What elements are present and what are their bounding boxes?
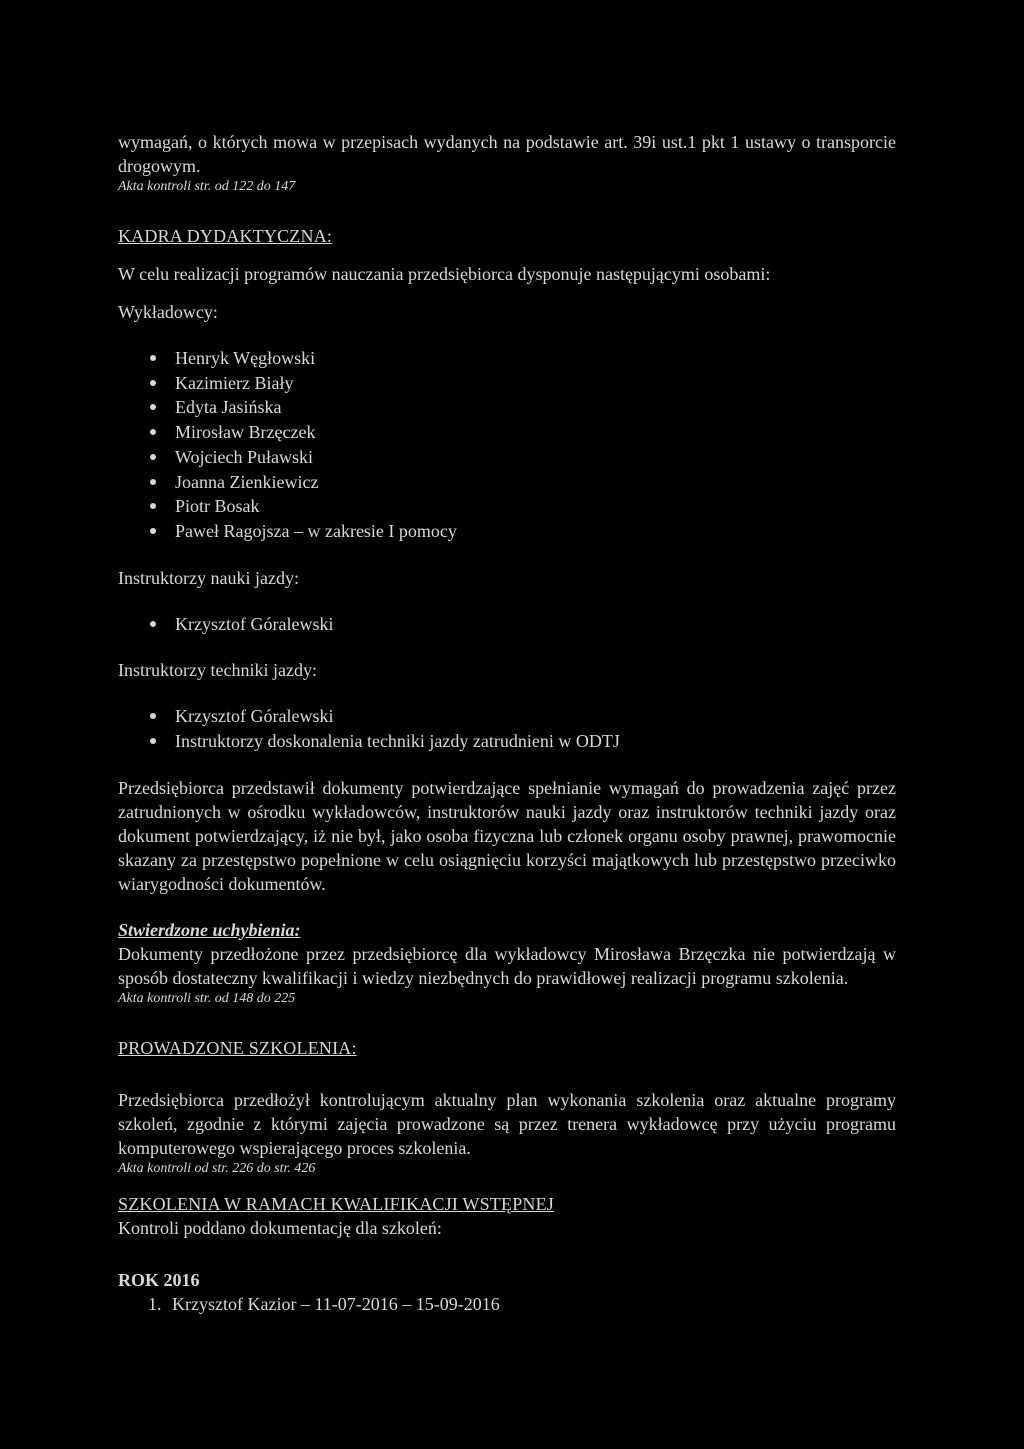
- list-item: Kazimierz Biały: [150, 371, 896, 396]
- list-item: Piotr Bosak: [150, 494, 896, 519]
- technique-instructors-list: [118, 704, 896, 753]
- lecturers-label: Wykładowcy:: [118, 302, 218, 322]
- szkolenia-ref: Akta kontroli od str. 226 do str. 426: [118, 1160, 316, 1176]
- intro-text: wymagań, o których mowa w przepisach wydanych na podstawie art. 39i ust.1 pkt 1 ustawy o transporcie drogowym.: [118, 132, 896, 176]
- training-list: [118, 1292, 896, 1316]
- kwalifikacja-intro: Kontroli poddano dokumentację dla szkoleń:: [118, 1217, 442, 1238]
- kadra-intro: W celu realizacji programów nauczania przedsiębiorca dysponuje następującymi osobami:: [118, 264, 771, 284]
- list-item: Instruktorzy doskonalenia techniki jazdy zatrudnieni w ODTJ: [150, 729, 896, 754]
- item-text: Krzysztof Kazior – 11-07-2016 – 15-09-2016: [172, 1293, 500, 1314]
- item-number: 1.: [148, 1293, 162, 1314]
- list-item: Mirosław Brzęczek: [150, 420, 896, 445]
- uchybienia-text: Dokumenty przedłożone przez przedsiębiorcę dla wykładowcy Mirosława Brzęczka nie potwierdzają w sposób dostateczny kwalifikacji i wiedzy niezbędnych do prawidłowej realizacji programu szkolenia.: [118, 943, 896, 988]
- document-page: [118, 130, 896, 1316]
- lecturers-list: [118, 346, 896, 544]
- list-item: Krzysztof Góralewski: [150, 612, 896, 637]
- uchybienia-heading: Stwierdzone uchybienia:: [118, 919, 301, 940]
- documents-paragraph: Przedsiębiorca przedstawił dokumenty potwierdzające spełnianie wymagań do prowadzenia zajęć przez zatrudnionych w ośrodku wykładowców, instruktorów nauki jazdy oraz instruktorów techniki jazdy oraz dokument potwierdzający, iż nie był, jako osoba fizyczna lub członek organu osoby prawnej, prawomocnie skazany za przestępstwo popełnione w celu osiągnięciu korzyści majątkowych lub przestępstwo przeciwko wiarygodności dokumentów.: [118, 777, 896, 894]
- driving-instructors-list: [118, 612, 896, 637]
- intro-ref: Akta kontroli str. od 122 do 147: [118, 179, 296, 194]
- list-item: [148, 1292, 896, 1316]
- szkolenia-heading: PROWADZONE SZKOLENIA:: [118, 1037, 357, 1058]
- uchybienia-ref: Akta kontroli str. od 148 do 225: [118, 990, 296, 1006]
- list-item: Joanna Zienkiewicz: [150, 470, 896, 495]
- szkolenia-text: Przedsiębiorca przedłożył kontrolującym aktualny plan wykonania szkolenia oraz aktualne programy szkoleń, zgodnie z którymi zajęcia prowadzone są przez trenera wykładowcę przy użyciu programu komputerowego wspierającego proces szkolenia.: [118, 1089, 896, 1158]
- year-label: ROK 2016: [118, 1269, 200, 1290]
- driving-instructors-label: Instruktorzy nauki jazdy:: [118, 567, 299, 588]
- list-item: Paweł Ragojsza – w zakresie I pomocy: [150, 519, 896, 544]
- kadra-heading: KADRA DYDAKTYCZNA:: [118, 226, 333, 246]
- list-item: Henryk Węgłowski: [150, 346, 896, 371]
- list-item: Wojciech Puławski: [150, 445, 896, 470]
- technique-instructors-label: Instruktorzy techniki jazdy:: [118, 660, 317, 681]
- list-item: Krzysztof Góralewski: [150, 704, 896, 729]
- list-item: Edyta Jasińska: [150, 395, 896, 420]
- kwalifikacja-heading: SZKOLENIA W RAMACH KWALIFIKACJI WSTĘPNEJ: [118, 1193, 555, 1214]
